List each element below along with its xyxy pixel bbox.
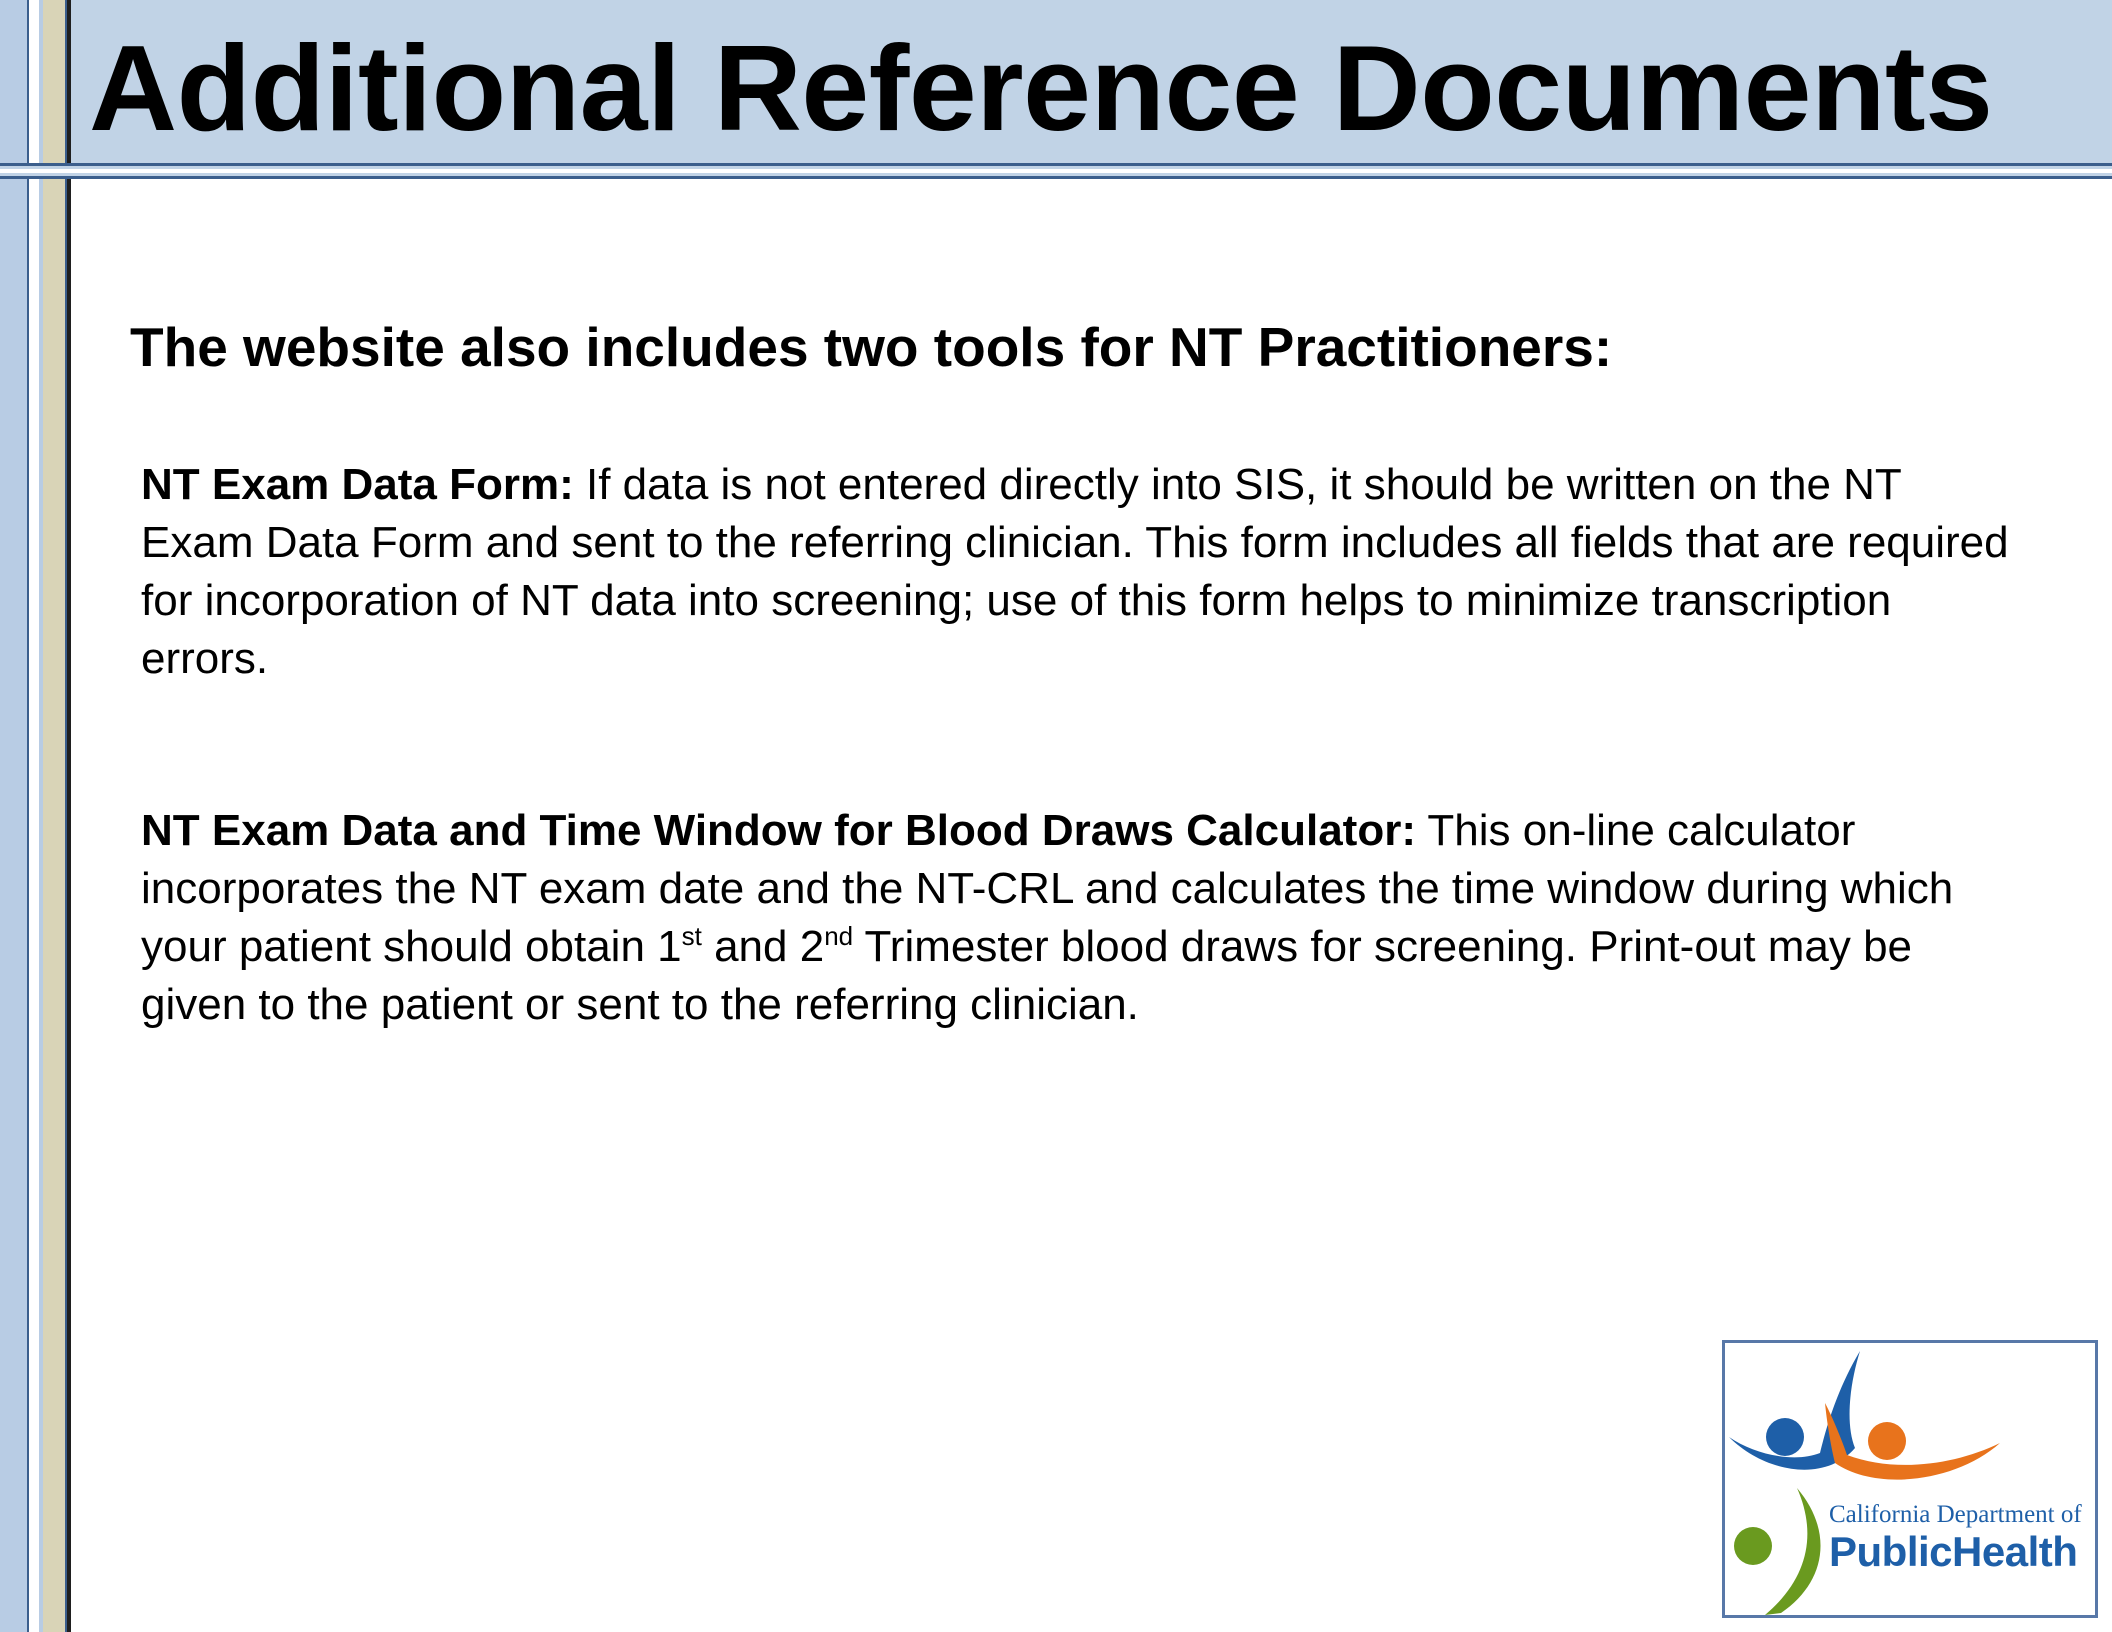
cdph-figures-icon (1725, 1343, 2101, 1621)
tool-name: NT Exam Data Form: (141, 460, 574, 509)
tool-description: This on-line calculator incorporates the NT exam date and the NT-CRL and calculates the time window during which your patient should obtain 1 (141, 806, 1954, 971)
left-stripe-tan (39, 0, 67, 1632)
subheading: The website also includes two tools for NT Practitioners: (130, 316, 1613, 378)
tool-description: Trimester blood draws for screening. Print-out may be given to the patient or sent to the referring clinician. (141, 922, 1913, 1029)
logo-line-2: PublicHealth (1829, 1528, 2078, 1575)
cdph-logo (1722, 1340, 2098, 1618)
left-stripe-dark (67, 0, 71, 1632)
title-rule-inner (0, 169, 2112, 173)
superscript: nd (824, 921, 854, 951)
tool-name: NT Exam Data and Time Window for Blood Draws Calculator: (141, 806, 1416, 855)
slide-title: Additional Reference Documents (89, 20, 1993, 156)
tool-paragraph-data-form (141, 456, 2021, 688)
tool-paragraph-calculator (141, 802, 2021, 1034)
tool-description: and 2 (701, 922, 825, 971)
superscript: st (681, 921, 702, 951)
tool-description: If data is not entered directly into SIS, it should be written on the NT Exam Data Form and sent to the referring clinician. This form includes all fields that are required for incorporation of NT data into screening; use of this form helps to minimize transcription errors. (141, 460, 2009, 683)
logo-line-1: California Department of (1829, 1501, 2082, 1528)
left-stripe-blue (0, 0, 29, 1632)
